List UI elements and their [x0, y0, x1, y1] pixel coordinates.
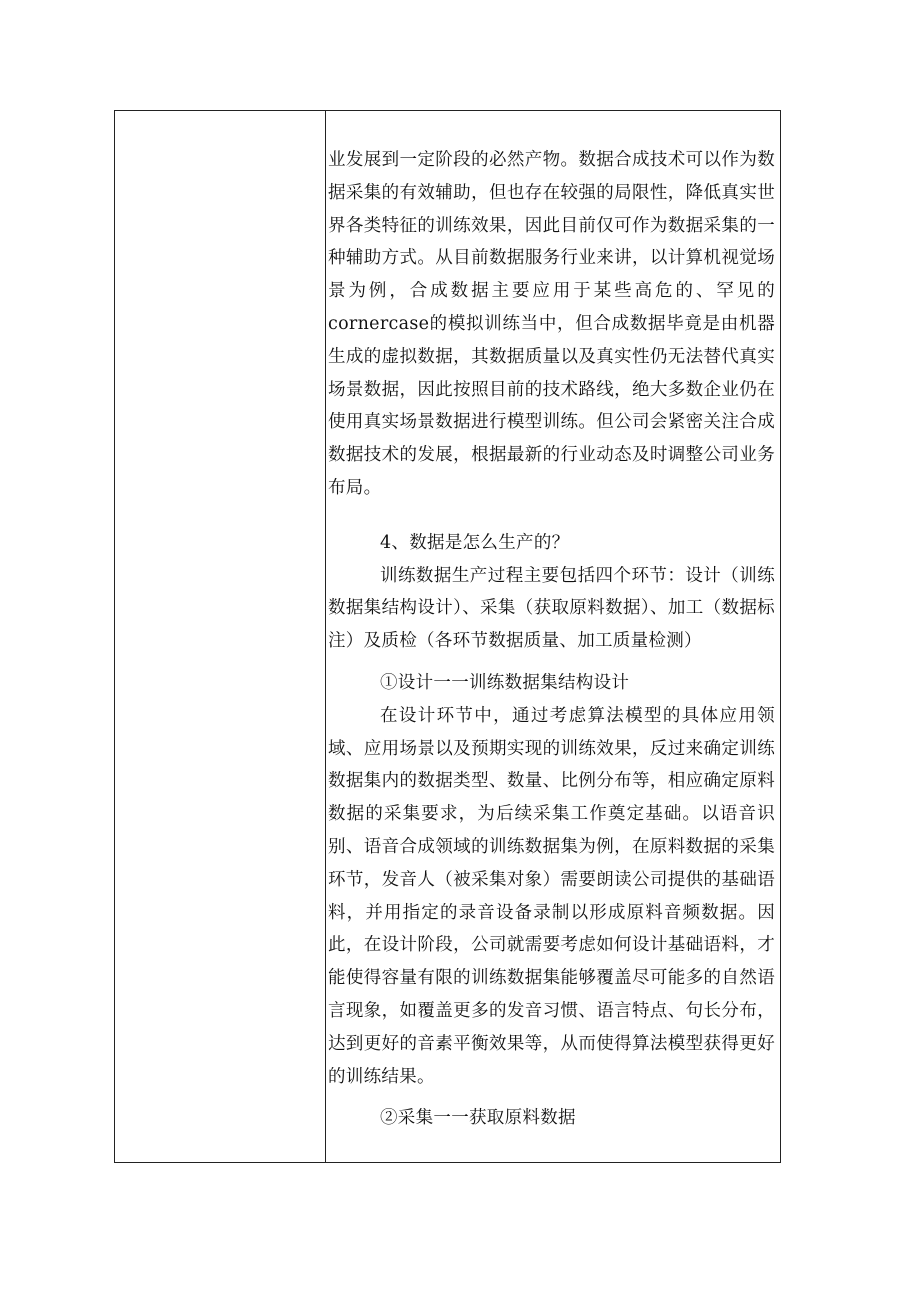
- section-heading-data-production: 4、数据是怎么生产的？: [380, 532, 570, 553]
- content-cell: [328, 144, 775, 1135]
- paragraph-production-overview: 训练数据生产过程主要包括四个环节：设计（训练数据集结构设计）、采集（获取原料数据）、加工（数据标注）及质检（各环节数据质量、加工质量检测）: [328, 565, 775, 652]
- paragraph-design-stage: 在设计环节中，通过考虑算法模型的具体应用领域、应用场景以及预期实现的训练效果，反过来确定训练数据集内的数据类型、数量、比例分布等，相应确定原料数据的采集要求，为后续采集工作奠定基础。以语音识别、语音合成领域的训练数据集为例，在原料数据的采集环节，发音人（被采集对象）需要朗读公司提供的基础语料，并用指定的录音设备录制以形成原料音频数据。因此，在设计阶段，公司就需要考虑如何设计基础语料，才能使得容量有限的训练数据集能够覆盖尽可能多的自然语言现象，如覆盖更多的发音习惯、语言特点、句长分布，达到更好的音素平衡效果等，从而使得算法模型获得更好的训练结果。: [328, 705, 775, 1087]
- subheading-collection: ②采集一一获取原料数据: [380, 1108, 576, 1129]
- document-table: [114, 110, 781, 1163]
- subheading-design: ①设计一一训练数据集结构设计: [380, 672, 630, 693]
- paragraph-synthetic-data: 业发展到一定阶段的必然产物。数据合成技术可以作为数据采集的有效辅助，但也存在较强的局限性，降低真实世界各类特征的训练效果，因此目前仅可作为数据采集的一种辅助方式。从目前数据服务行业来讲，以计算机视觉场景为例，合成数据主要应用于某些高危的、罕见的cornercase的模拟训练当中，但合成数据毕竟是由机器生成的虚拟数据，其数据质量以及真实性仍无法替代真实场景数据，因此按照目前的技术路线，绝大多数企业仍在使用真实场景数据进行模型训练。但公司会紧密关注合成数据技术的发展，根据最新的行业动态及时调整公司业务布局。: [328, 150, 775, 498]
- column-divider: [325, 111, 326, 1162]
